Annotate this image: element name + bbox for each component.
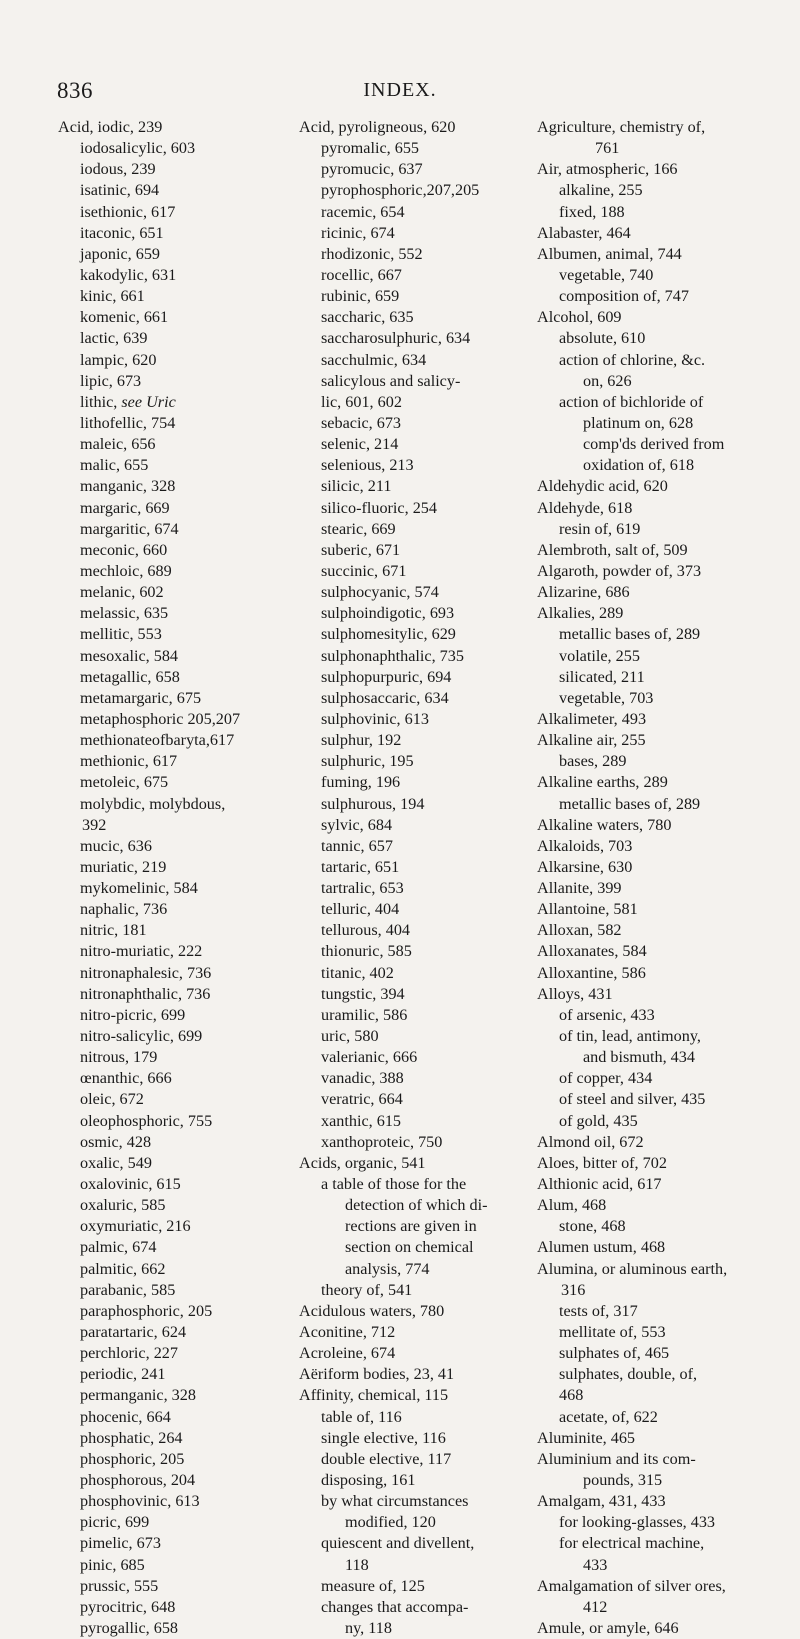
index-entry: sylvic, 684 — [321, 815, 393, 834]
index-entry: pyromucic, 637 — [321, 160, 423, 179]
index-entry: measure of, 125 — [321, 1576, 425, 1595]
index-entry: Alizarine, 686 — [537, 583, 630, 602]
index-entry: mucic, 636 — [80, 836, 152, 855]
index-entry: tungstic, 394 — [321, 984, 405, 1003]
index-entry: nitric, 181 — [80, 921, 147, 940]
index-entry: methionateofbaryta,617 — [80, 731, 235, 750]
index-entry: nitrous, 179 — [80, 1048, 158, 1067]
index-entry: of gold, 435 — [559, 1111, 638, 1130]
index-entry: iodous, 239 — [80, 160, 156, 179]
index-entry: by what circumstances — [321, 1492, 469, 1511]
index-entry: rocellic, 667 — [321, 265, 402, 284]
index-entry: sulphonaphthalic, 735 — [321, 646, 464, 665]
index-entry: margaric, 669 — [80, 498, 170, 517]
index-entry: periodic, 241 — [80, 1365, 166, 1384]
index-entry: lampic, 620 — [80, 350, 157, 369]
index-entry: veratric, 664 — [321, 1090, 403, 1109]
cross-reference: see Uric — [121, 392, 176, 411]
index-entry: phosphoric, 205 — [80, 1449, 185, 1468]
index-entry: telluric, 404 — [321, 900, 400, 919]
index-entry: composition of, 747 — [559, 287, 689, 306]
index-entry: sulphopurpuric, 694 — [321, 667, 452, 686]
index-entry: oleic, 672 — [80, 1090, 144, 1109]
index-entry: sulphur, 192 — [321, 731, 402, 750]
index-entry: 433 — [583, 1555, 608, 1574]
index-entry: double elective, 117 — [321, 1449, 452, 1468]
index-entry: parabanic, 585 — [80, 1280, 176, 1299]
index-entry: valerianic, 666 — [321, 1048, 418, 1067]
index-entry: pyrogallic, 658 — [80, 1618, 179, 1637]
index-entry: for looking-glasses, 433 — [559, 1513, 716, 1532]
running-head: INDEX. — [363, 79, 437, 101]
index-entry: ricinic, 674 — [321, 223, 395, 242]
index-entry: oxymuriatic, 216 — [80, 1217, 191, 1236]
index-entry: theory of, 541 — [321, 1280, 413, 1299]
index-entry: racemic, 654 — [321, 202, 405, 221]
index-entry: Almond oil, 672 — [537, 1132, 644, 1151]
index-entry: phosphovinic, 613 — [80, 1492, 200, 1511]
index-entry: Alabaster, 464 — [537, 223, 631, 242]
index-entry: Affinity, chemical, 115 — [299, 1386, 449, 1405]
index-entry: tests of, 317 — [559, 1301, 638, 1320]
index-entry: for electrical machine, — [559, 1534, 705, 1553]
index-entry: œnanthic, 666 — [80, 1069, 172, 1088]
index-entry: quiescent and divellent, — [321, 1534, 475, 1553]
index-entry: metoleic, 675 — [80, 773, 169, 792]
index-entry: pinic, 685 — [80, 1555, 145, 1574]
index-entry: Alloxantine, 586 — [537, 963, 646, 982]
index-entry: Air, atmospheric, 166 — [537, 160, 678, 179]
index-entry: rhodizonic, 552 — [321, 244, 423, 263]
index-entry: mykomelinic, 584 — [80, 879, 198, 898]
index-entry: vanadic, 388 — [321, 1069, 404, 1088]
index-entry: and bismuth, 434 — [583, 1048, 695, 1067]
index-entry: a table of those for the — [321, 1175, 467, 1194]
index-entry: Amalgamation of silver ores, — [537, 1576, 726, 1595]
index-entry: changes that accompa- — [321, 1597, 469, 1616]
index-entry: maleic, 656 — [80, 435, 156, 454]
index-entry: phosphorous, 204 — [80, 1471, 196, 1489]
index-entry: Algaroth, powder of, 373 — [537, 561, 702, 580]
index-entry: Acroleine, 674 — [299, 1344, 396, 1363]
index-entry: rubinic, 659 — [321, 287, 400, 306]
index-entry: Acidulous waters, 780 — [299, 1301, 445, 1320]
index-entry: Alloxan, 582 — [537, 921, 622, 940]
index-entry: tartralic, 653 — [321, 879, 404, 898]
index-entry: osmic, 428 — [80, 1132, 152, 1151]
index-entry: palmic, 674 — [80, 1238, 157, 1257]
index-entry: komenic, 661 — [80, 308, 169, 327]
index-entry: Alkarsine, 630 — [537, 857, 633, 876]
index-entry: comp'ds derived from — [583, 435, 725, 454]
index-entry: paratartaric, 624 — [80, 1323, 187, 1342]
index-entry: lipic, 673 — [80, 371, 142, 390]
index-entry: oxalic, 549 — [80, 1153, 152, 1172]
index-entry: sulphurous, 194 — [321, 794, 425, 813]
index-entry: 761 — [595, 139, 620, 158]
index-entry: lithofellic, 754 — [80, 413, 176, 432]
index-entry: sacchulmic, 634 — [321, 350, 427, 369]
index-entry: xanthic, 615 — [321, 1111, 402, 1130]
index-entry: fuming, 196 — [321, 773, 401, 792]
index-entry: Alembroth, salt of, 509 — [537, 540, 688, 559]
index-entry: of arsenic, 433 — [559, 1005, 655, 1024]
index-entry: sulphates, double, of, — [559, 1365, 698, 1384]
index-entry: Aldehyde, 618 — [537, 498, 633, 517]
page-number: 836 — [57, 78, 93, 103]
index-entry: sulphoindigotic, 693 — [321, 604, 455, 623]
index-entry: perchloric, 227 — [80, 1344, 178, 1363]
index-entry: tartaric, 651 — [321, 857, 400, 876]
index-entry: silico-fluoric, 254 — [321, 498, 437, 517]
index-entry: japonic, 659 — [80, 244, 161, 263]
index-entry: action of chlorine, &c. — [559, 350, 706, 369]
index-entry: Amule, or amyle, 646 — [537, 1618, 679, 1637]
index-entry: alkaline, 255 — [559, 181, 643, 200]
index-entry: stearic, 669 — [321, 519, 396, 538]
index-entry: Alkalimeter, 493 — [537, 709, 647, 728]
index-entry: of tin, lead, antimony, — [559, 1027, 701, 1046]
index-entry: sulphates of, 465 — [559, 1344, 670, 1363]
index-entry: Aluminite, 465 — [537, 1428, 636, 1447]
index-entry: Aldehydic acid, 620 — [537, 477, 668, 496]
index-entry: rections are given in — [345, 1217, 477, 1236]
index-entry: volatile, 255 — [559, 646, 640, 665]
index-entry: Allanite, 399 — [537, 879, 622, 898]
index-entry: uramilic, 586 — [321, 1005, 408, 1024]
index-entry: Allantoine, 581 — [537, 900, 638, 919]
index-entry: sulphocyanic, 574 — [321, 583, 439, 602]
index-entry: platinum on, 628 — [583, 413, 694, 432]
index-entry: selenic, 214 — [321, 435, 399, 454]
index-entry: stone, 468 — [559, 1217, 626, 1236]
index-entry: metaphosphoric 205,207 — [80, 709, 241, 728]
index-entry: nitro-picric, 699 — [80, 1005, 186, 1024]
index-entry: Aloes, bitter of, 702 — [537, 1153, 667, 1172]
index-entry: melassic, 635 — [80, 604, 169, 623]
index-entry: manganic, 328 — [80, 477, 176, 496]
index-entry: Aconitine, 712 — [299, 1323, 396, 1342]
index-entry: titanic, 402 — [321, 963, 394, 982]
index-entry: nitro-muriatic, 222 — [80, 942, 203, 961]
index-entry: picric, 699 — [80, 1513, 150, 1532]
index-entry: saccharosulphuric, 634 — [321, 329, 471, 348]
index-entry: phocenic, 664 — [80, 1407, 171, 1426]
index-entry: metamargaric, 675 — [80, 688, 202, 707]
index-entry: 118 — [345, 1555, 369, 1574]
index-entry: iodosalicylic, 603 — [80, 139, 196, 158]
index-entry: vegetable, 703 — [559, 688, 654, 707]
index-entry: naphalic, 736 — [80, 900, 168, 919]
index-entry: pyrophosphoric,207,205 — [321, 181, 480, 200]
index-entry: on, 626 — [583, 371, 632, 390]
index-entry: resin of, 619 — [559, 519, 641, 538]
index-entry: Acid, pyroligneous, 620 — [299, 118, 456, 136]
index-entry: Amalgam, 431, 433 — [537, 1492, 666, 1511]
index-entry: phosphatic, 264 — [80, 1428, 183, 1447]
index-entry: Alkaline earths, 289 — [537, 773, 668, 792]
index-entry: saccharic, 635 — [321, 308, 414, 327]
index-entry: margaritic, 674 — [80, 519, 179, 538]
index-entry: Acids, organic, 541 — [299, 1153, 426, 1172]
index-entry: mesoxalic, 584 — [80, 646, 179, 665]
index-entry: silicic, 211 — [321, 477, 392, 496]
index-entry: acetate, of, 622 — [559, 1407, 658, 1426]
index-entry: of copper, 434 — [559, 1069, 653, 1088]
index-entry: selenious, 213 — [321, 456, 414, 475]
index-entry: tannic, 657 — [321, 836, 393, 855]
index-entry: 412 — [583, 1597, 608, 1616]
index-entry: Albumen, animal, 744 — [537, 244, 682, 263]
index-entry: prussic, 555 — [80, 1576, 159, 1595]
index-entry: itaconic, 651 — [80, 223, 164, 242]
index-entry: permanganic, 328 — [80, 1386, 196, 1405]
index-column-3 — [537, 117, 799, 1639]
index-entry: Alum, 468 — [537, 1196, 607, 1215]
index-entry: disposing, 161 — [321, 1471, 416, 1489]
index-entry: metallic bases of, 289 — [559, 625, 701, 644]
index-entry: oxaluric, 585 — [80, 1196, 166, 1215]
index-entry: malic, 655 — [80, 456, 149, 475]
index-entry: methionic, 617 — [80, 752, 178, 771]
index-entry: of steel and silver, 435 — [559, 1090, 706, 1109]
index-entry: lactic, 639 — [80, 329, 148, 348]
index-entry: isethionic, 617 — [80, 202, 176, 221]
index-entry: mellitic, 553 — [80, 625, 162, 644]
index-entry: kakodylic, 631 — [80, 265, 177, 284]
index-entry: nitronaphthalic, 736 — [80, 984, 211, 1003]
index-entry: Alumen ustum, 468 — [537, 1238, 666, 1257]
index-entry: tellurous, 404 — [321, 921, 411, 940]
index-entry: detection of which di- — [345, 1196, 488, 1215]
index-entry: ny, 118 — [345, 1618, 392, 1637]
index-entry: table of, 116 — [321, 1407, 402, 1426]
index-entry: muriatic, 219 — [80, 857, 167, 876]
index-entry: suberic, 671 — [321, 540, 401, 559]
index-entry: Alumina, or aluminous earth, — [537, 1259, 728, 1278]
index-entry: mechloic, 689 — [80, 561, 172, 580]
index-column-1 — [58, 117, 318, 1639]
index-entry: Alcohol, 609 — [537, 308, 622, 327]
index-entry: Alkalies, 289 — [537, 604, 624, 623]
index-entry: fixed, 188 — [559, 202, 625, 221]
index-entry: 468 — [559, 1386, 584, 1405]
index-entry: pyrocitric, 648 — [80, 1597, 176, 1616]
index-entry: Alloys, 431 — [537, 984, 613, 1003]
index-entry: meconic, 660 — [80, 540, 168, 559]
page-header — [0, 0, 800, 110]
index-entry: Aluminium and its com- — [537, 1449, 696, 1468]
index-entry: lic, 601, 602 — [321, 392, 402, 411]
index-entry: silicated, 211 — [559, 667, 645, 686]
index-entry: section on chemical — [345, 1238, 474, 1257]
index-entry: sulphuric, 195 — [321, 752, 414, 771]
index-entry: Acid, iodic, 239 — [58, 118, 163, 136]
index-entry: metagallic, 658 — [80, 667, 180, 686]
index-entry: oxidation of, 618 — [583, 456, 695, 475]
index-entry: metallic bases of, 289 — [559, 794, 701, 813]
index-entry: absolute, 610 — [559, 329, 646, 348]
index-entry: modified, 120 — [345, 1513, 436, 1532]
index-entry: kinic, 661 — [80, 287, 145, 306]
index-entry: Agriculture, chemistry of, — [537, 118, 706, 136]
index-entry: palmitic, 662 — [80, 1259, 166, 1278]
index-entry: thionuric, 585 — [321, 942, 412, 961]
index-entry: pimelic, 673 — [80, 1534, 161, 1553]
index-entry: Alkaline waters, 780 — [537, 815, 672, 834]
index-entry: nitro-salicylic, 699 — [80, 1027, 203, 1046]
index-entry: action of bichloride of — [559, 392, 704, 411]
index-entry: sulphosaccaric, 634 — [321, 688, 449, 707]
index-entry: sebacic, 673 — [321, 413, 402, 432]
index-entry: isatinic, 694 — [80, 181, 160, 200]
index-entry: pounds, 315 — [583, 1471, 663, 1489]
index-entry: Aëriform bodies, 23, 41 — [299, 1365, 455, 1384]
index-entry: mellitate of, 553 — [559, 1323, 666, 1342]
index-entry: 392 — [82, 815, 107, 834]
index-entry: lithic, see Uric — [80, 392, 176, 411]
index-entry: bases, 289 — [559, 752, 627, 771]
index-entry: melanic, 602 — [80, 583, 164, 602]
index-entry: salicylous and salicy- — [321, 371, 461, 390]
index-entry: oxalovinic, 615 — [80, 1175, 181, 1194]
index-entry: Alkaloids, 703 — [537, 836, 633, 855]
index-entry: xanthoproteic, 750 — [321, 1132, 443, 1151]
index-entry: pyromalic, 655 — [321, 139, 420, 158]
index-entry: Althionic acid, 617 — [537, 1175, 662, 1194]
index-entry: paraphosphoric, 205 — [80, 1301, 213, 1320]
index-column-2 — [299, 117, 559, 1639]
index-entry: 316 — [561, 1280, 586, 1299]
index-entry: single elective, 116 — [321, 1428, 446, 1447]
index-entry: uric, 580 — [321, 1027, 379, 1046]
index-entry: nitronaphalesic, 736 — [80, 963, 212, 982]
index-entry: sulphovinic, 613 — [321, 709, 429, 728]
index-entry: vegetable, 740 — [559, 265, 654, 284]
index-entry: analysis, 774 — [345, 1259, 430, 1278]
index-entry: Alloxanates, 584 — [537, 942, 647, 961]
index-entry: sulphomesitylic, 629 — [321, 625, 456, 644]
index-entry: oleophosphoric, 755 — [80, 1111, 213, 1130]
index-entry: molybdic, molybdous, — [80, 794, 226, 813]
index-entry: succinic, 671 — [321, 561, 407, 580]
index-entry: Alkaline air, 255 — [537, 731, 646, 750]
